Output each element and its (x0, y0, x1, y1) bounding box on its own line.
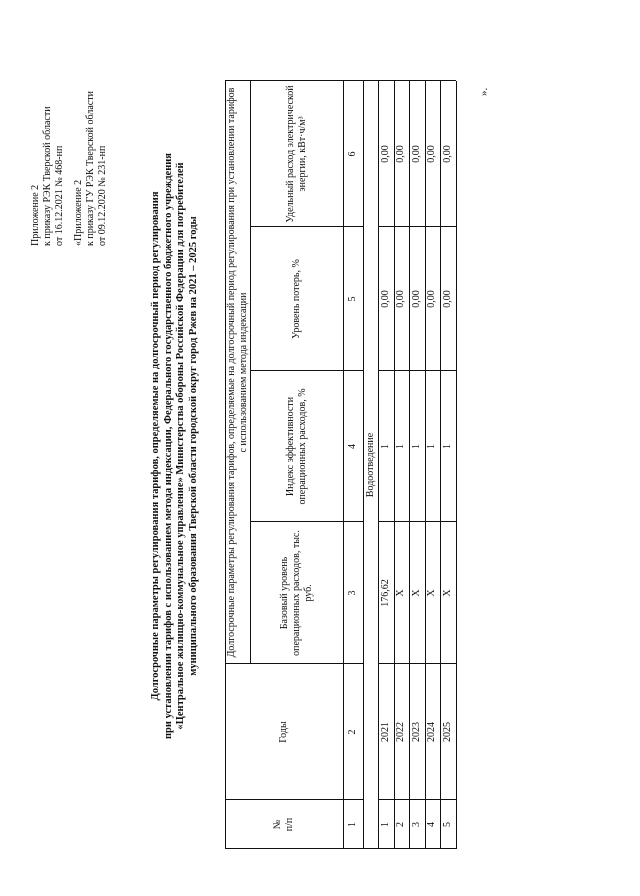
column-number: 3 (347, 590, 358, 596)
column-number: 6 (347, 151, 358, 157)
table-cell-energy: 0,00 (410, 145, 422, 163)
column-header-efficiency-index: Индекс эффективности операционных расходов, % (284, 388, 308, 505)
table-cell-year: 2021 (379, 722, 391, 742)
table-cell-index: 1 (426, 444, 438, 449)
table-cell-no: 3 (410, 822, 422, 827)
table-cell-no: 1 (379, 822, 391, 827)
section-label: Водоотведение (364, 432, 376, 498)
table-cell-base: Х (395, 589, 407, 597)
column-header-loss-level: Уровень потерь, % (290, 259, 302, 339)
table-cell-loss: 0,00 (379, 290, 391, 308)
table-cell-index: 1 (441, 444, 453, 449)
title-line: «Центральное жилищно-коммунальное управление» Министерства обороны Российской Федерации для потребителей (175, 162, 186, 730)
table-cell-index: 1 (379, 444, 391, 449)
header-line: от 16.12.2021 № 468-нп (54, 145, 65, 246)
header-line: к приказу РЭК Тверской области (42, 106, 53, 246)
column-header-energy-consumption: Удельный расход электрической энергии, кВт·ч/м³ (284, 85, 308, 223)
column-header-number: № п/п (272, 817, 295, 832)
table-cell-no: 2 (395, 822, 407, 827)
closing-quote-mark: ». (478, 87, 490, 96)
table-cell-year: 2022 (395, 722, 407, 742)
table-cell-loss: 0,00 (410, 290, 422, 308)
table-cell-year: 2023 (410, 722, 422, 742)
table-cell-energy: 0,00 (379, 145, 391, 163)
table-cell-loss: 0,00 (395, 290, 407, 308)
title-line: при установлении тарифов с использованием метода индексации, Федерального государственного бюджетного учреждения (162, 153, 174, 739)
header-line: «Приложение 2 (73, 179, 84, 246)
table-cell-loss: 0,00 (441, 290, 453, 308)
table-cell-no: 5 (441, 822, 453, 827)
table-cell-energy: 0,00 (395, 145, 407, 163)
table-cell-index: 1 (410, 444, 422, 449)
column-number: 2 (347, 729, 358, 735)
table-cell-index: 1 (395, 444, 407, 449)
column-group-header: Долгосрочные параметры регулирования тарифов, определяемые на долгосрочный период регулирования при установлении тарифов с использованием метода индексации (225, 87, 249, 658)
title-line: Долгосрочные параметры регулирования тарифов, определяемые на долгосрочный период регулирования (150, 191, 161, 701)
column-header-years: Годы (278, 721, 289, 743)
table-cell-loss: 0,00 (426, 290, 438, 308)
column-number: 5 (347, 296, 358, 302)
table-cell-base: Х (410, 589, 422, 597)
table-rule (456, 81, 457, 849)
column-header-base-level: Базовый уровень операционных расходов, тыс. руб. (278, 530, 314, 656)
header-line: Приложение 2 (30, 184, 41, 246)
title-line: муниципального образования Тверской области городской округ город Ржев на 2021 – 2025 годы (187, 216, 199, 676)
table-cell-energy: 0,00 (441, 145, 453, 163)
header-line: к приказу ГУ РЭК Тверской области (85, 91, 96, 246)
column-number: 4 (347, 444, 358, 449)
header-line: от 09.12.2020 № 231-нп (97, 145, 108, 246)
table-cell-year: 2024 (426, 722, 438, 742)
column-number: 1 (347, 822, 358, 827)
table-cell-base: Х (441, 589, 453, 597)
table-cell-year: 2025 (441, 722, 453, 742)
table-cell-no: 4 (426, 822, 438, 827)
table-cell-energy: 0,00 (426, 145, 438, 163)
table-cell-base: Х (426, 589, 438, 597)
table-cell-base: 176,62 (379, 579, 391, 607)
